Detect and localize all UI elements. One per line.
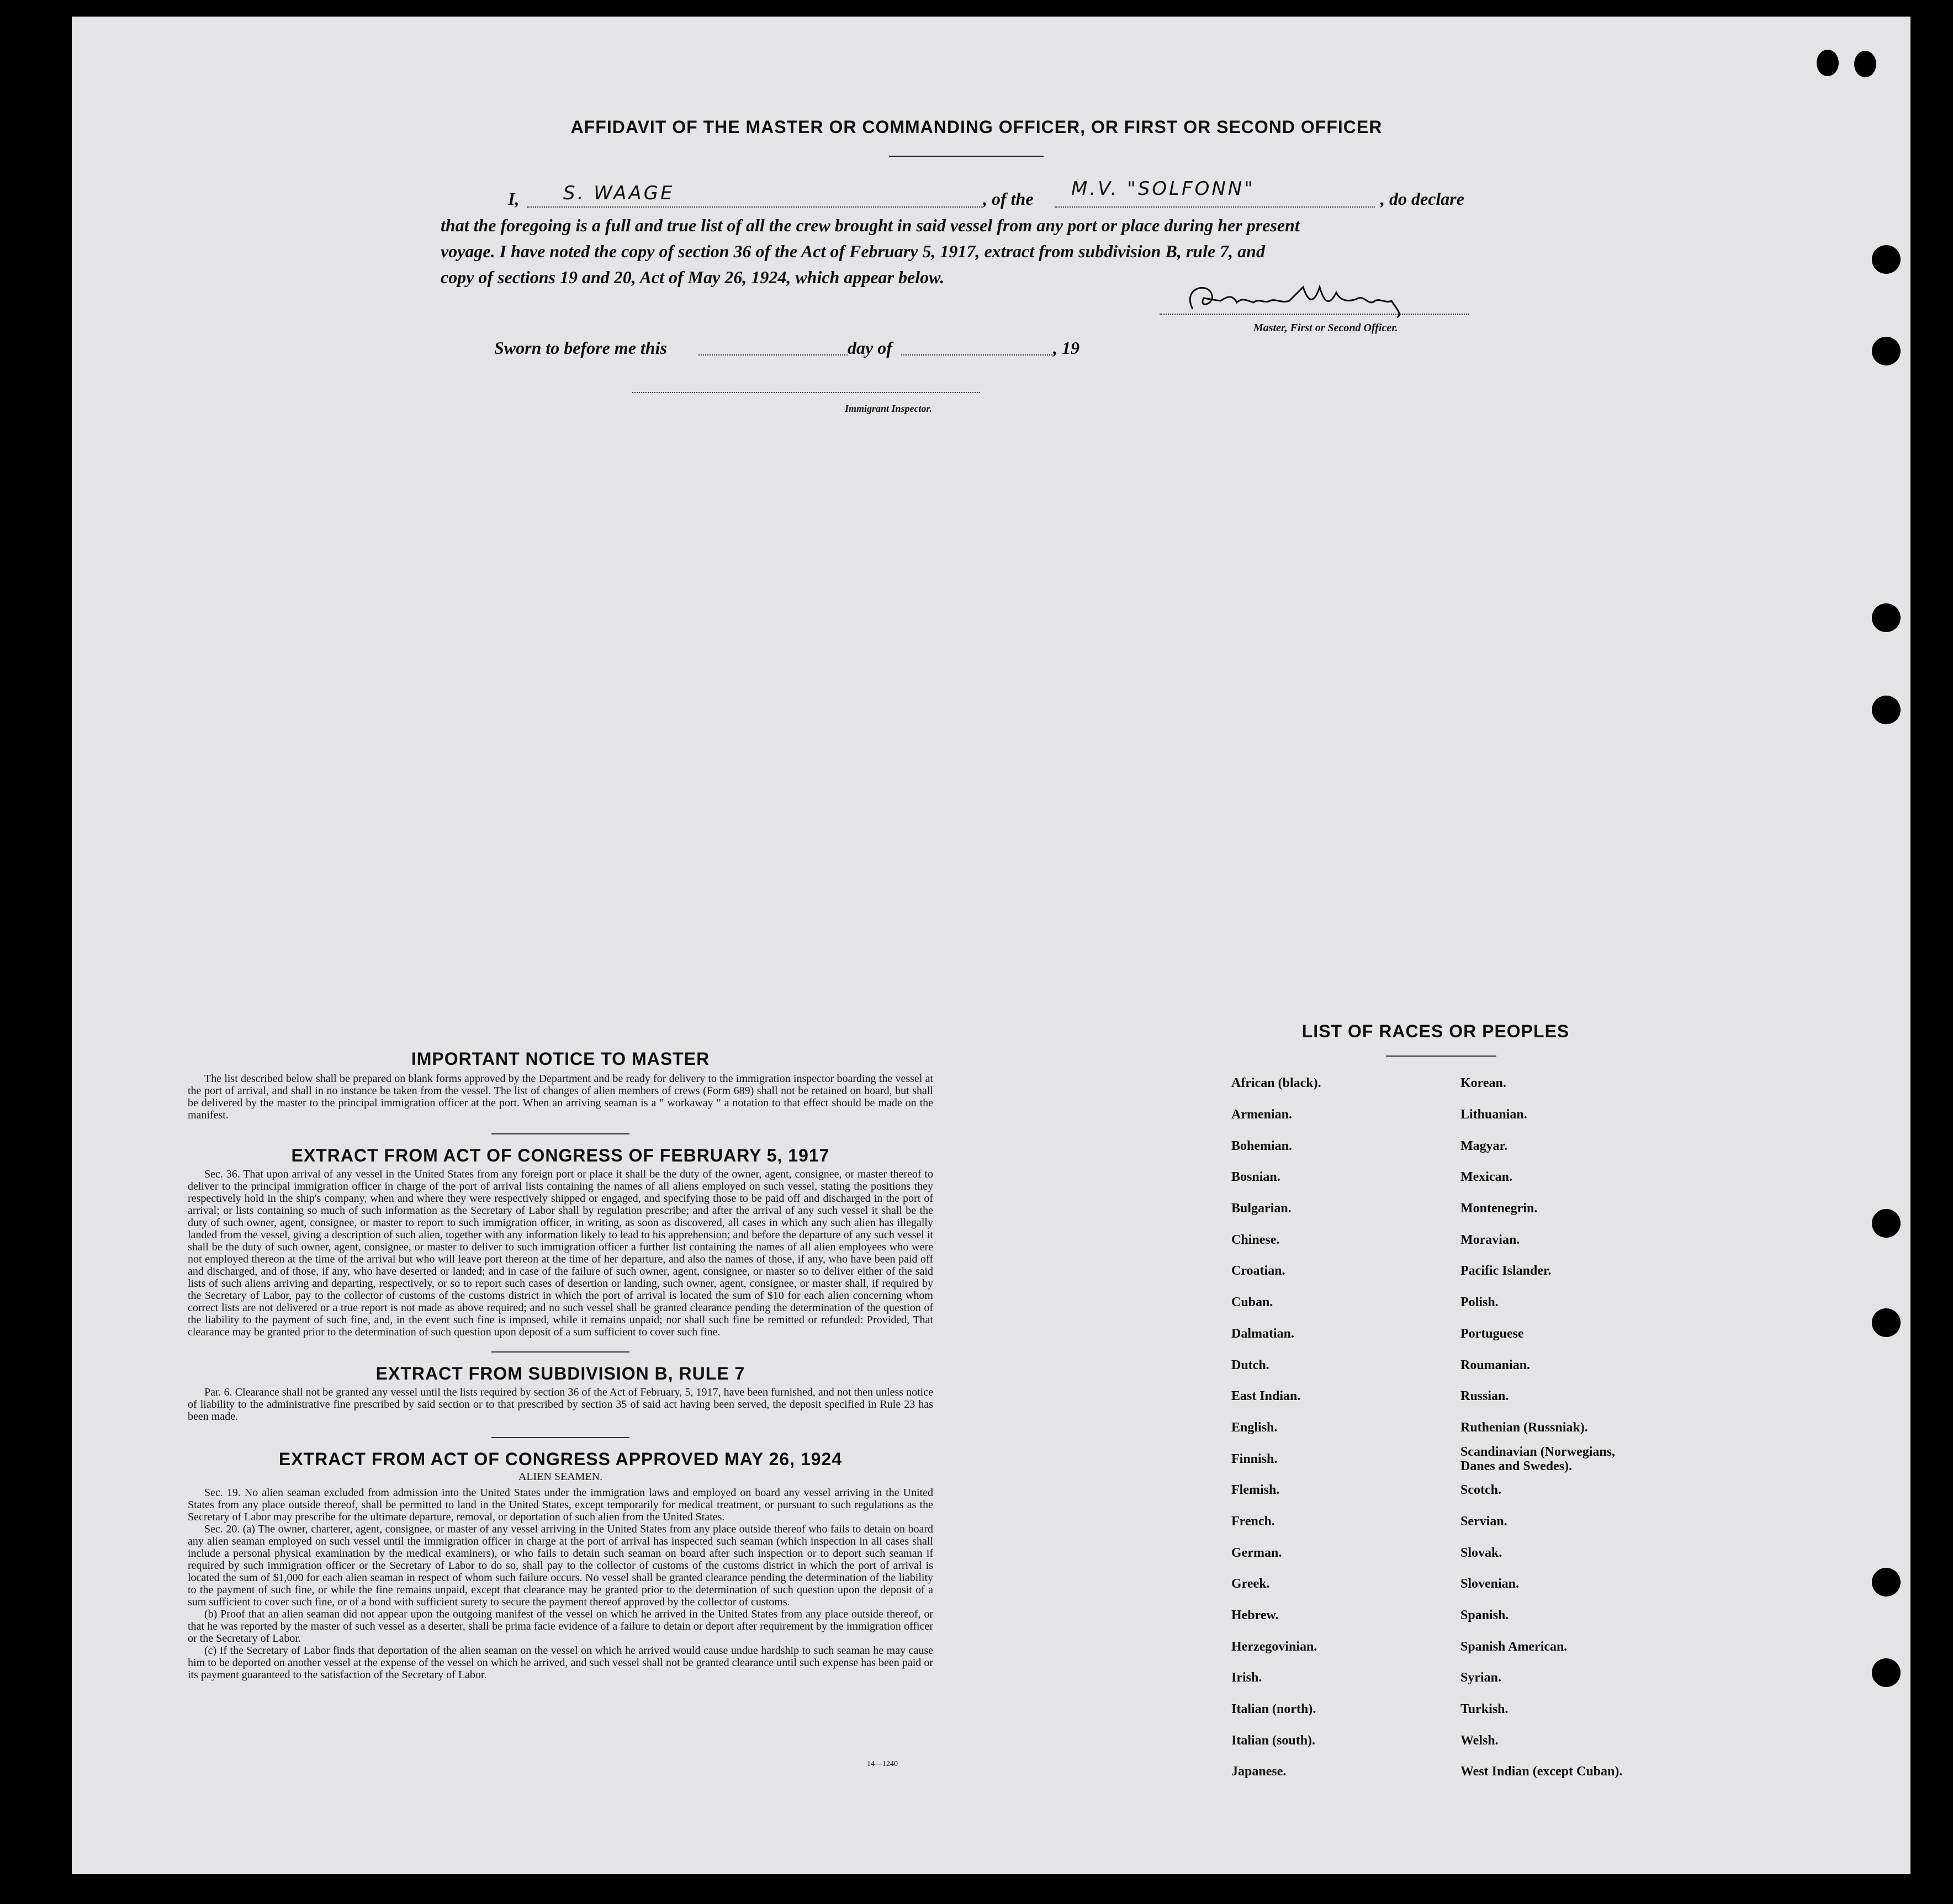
- race-list-item: Syrian.: [1460, 1670, 1502, 1685]
- declaration-text-1: that the foregoing is a full and true list of all the crew brought in said vessel from any port or place during her present: [441, 215, 1300, 235]
- race-list-item: Montenegrin.: [1460, 1201, 1538, 1216]
- race-list-item: Ruthenian (Russniak).: [1460, 1420, 1588, 1435]
- notice-body: The list described below shall be prepared on blank forms approved by the Department and be ready for delivery to the immigration inspector boarding the vessel at the port of arrival, and shall in no instance be taken from the vessel. The list of changes of alien members of crews (Form 689) shall not be retained on board, but shall be delivered by the master to the principal immigration officer at the port. When an arriving seaman is a " workaway " a notation to that effect should be made on the manifest.: [188, 1073, 933, 1121]
- race-list-item: Portuguese: [1460, 1326, 1524, 1341]
- binder-hole: [1872, 1658, 1901, 1687]
- of-the-label: , of the: [983, 189, 1034, 209]
- race-list-item: Bosnian.: [1231, 1170, 1280, 1185]
- race-list-item: Pacific Islander.: [1460, 1264, 1552, 1279]
- race-list-item: Dutch.: [1231, 1357, 1269, 1372]
- declaration-prefix: I,: [508, 189, 520, 209]
- inspector-caption: Immigrant Inspector.: [845, 403, 933, 414]
- race-list-item: Greek.: [1231, 1577, 1270, 1592]
- sworn-day-label: day of: [848, 338, 892, 358]
- master-name-field: [527, 206, 982, 208]
- race-list-item: Polish.: [1460, 1295, 1499, 1310]
- race-list-item: German.: [1231, 1545, 1282, 1560]
- race-list-item: Chinese.: [1231, 1232, 1280, 1247]
- divider: [491, 1437, 629, 1438]
- races-left-column: [1231, 1068, 1452, 1788]
- notice-title: IMPORTANT NOTICE TO MASTER: [411, 1049, 710, 1069]
- declaration-text-2: voyage. I have noted the copy of section 36 of the Act of February 5, 1917, extract from subdivision B, rule 7, and: [441, 241, 1265, 261]
- race-list-item: Japanese.: [1231, 1764, 1287, 1779]
- binder-hole: [1872, 1568, 1901, 1597]
- races-divider: [1386, 1056, 1496, 1057]
- notice-section: [188, 1049, 933, 1681]
- extract-1924-subtitle: ALIEN SEAMEN.: [518, 1471, 603, 1483]
- race-list-item: Flemish.: [1231, 1483, 1280, 1498]
- race-list-item: Magyar.: [1460, 1138, 1508, 1153]
- race-list-item: Bulgarian.: [1231, 1201, 1292, 1216]
- race-list-item: Russian.: [1460, 1389, 1509, 1404]
- race-list-item: Spanish American.: [1460, 1639, 1568, 1654]
- binder-hole: [1872, 337, 1901, 365]
- race-list-item: Italian (north).: [1231, 1702, 1316, 1717]
- divider: [491, 1351, 629, 1353]
- declaration-text-3: copy of sections 19 and 20, Act of May 26, 1924, which appear below.: [441, 267, 945, 287]
- vessel-name-handwritten: M.V. "SOLFONN": [1071, 178, 1255, 200]
- binder-hole: [1872, 1308, 1901, 1337]
- race-list-item: French.: [1231, 1514, 1275, 1529]
- extract-rule7-body: Par. 6. Clearance shall not be granted any vessel until the lists required by section 36 of the Act of February, 5, 1917, have been furnished, and not then unless notice of liability to the administrative fine prescribed by said section or to that prescribed by section 35 of said act having been served, the deposit specified in Rule 23 has been made.: [188, 1386, 933, 1423]
- signature: [1160, 276, 1469, 320]
- race-list-item: West Indian (except Cuban).: [1460, 1764, 1623, 1779]
- signature-line: [1160, 314, 1469, 315]
- race-list-item: Armenian.: [1231, 1107, 1292, 1122]
- race-list-item: African (black).: [1231, 1076, 1321, 1091]
- race-list-item: Herzegovinian.: [1231, 1639, 1317, 1654]
- master-name-handwritten: S. WAAGE: [563, 182, 675, 204]
- binder-hole: [1872, 245, 1901, 274]
- race-list-item: Korean.: [1460, 1076, 1506, 1091]
- sworn-month-field: [901, 354, 1055, 356]
- sworn-line: [494, 336, 1102, 363]
- sworn-year-label: , 19: [1053, 338, 1079, 358]
- inspector-signature-line: [632, 392, 980, 393]
- binder-hole: [1854, 51, 1876, 77]
- race-list-item: Cuban.: [1231, 1295, 1273, 1310]
- race-list-item: Welsh.: [1460, 1733, 1499, 1748]
- divider: [491, 1133, 629, 1134]
- extract-rule7-title: EXTRACT FROM SUBDIVISION B, RULE 7: [375, 1364, 745, 1383]
- race-list-item: Scotch.: [1460, 1483, 1501, 1498]
- extract-1924-title: EXTRACT FROM ACT OF CONGRESS APPROVED MAY 26, 1924: [278, 1449, 843, 1469]
- extract-1917-title: EXTRACT FROM ACT OF CONGRESS OF FEBRUARY 5, 1917: [291, 1145, 830, 1165]
- race-list-item: English.: [1231, 1420, 1278, 1435]
- race-list-item: Dalmatian.: [1231, 1326, 1294, 1341]
- race-list-item: Finnish.: [1231, 1451, 1278, 1466]
- races-right-column: [1460, 1068, 1737, 1788]
- race-list-item: East Indian.: [1231, 1389, 1301, 1404]
- sworn-day-field: [698, 354, 848, 356]
- extract-1924-sec20a: Sec. 20. (a) The owner, charterer, agent, consignee, or master of any vessel arriving in the United States from any place outside thereof who fails to detain on board any alien seaman employed on such vessel until the immigration officer in charge at the port of arrival has inspected such seaman (which inspection in all cases shall include a personal physical examination by the medical examiners), or who fails to detain such seaman on board after such inspection or to deport such seaman if required by such immigration officer or the Secretary of Labor to do so, shall pay to the collector of customs of the customs district in which the port of arrival is located the sum of $1,000 for each alien seaman in respect of whom such failure occurs. No vessel shall be granted clearance pending the determination of the liability to the payment of such fine, or while the fine remains unpaid, except that clearance may be granted prior to the determination of such question upon the deposit of a sum sufficient to cover such fine, or of a bond with sufficient surety to secure the payment thereof approved by the collector of customs.: [188, 1523, 933, 1608]
- extract-1924-sec19: Sec. 19. No alien seaman excluded from admission into the United States under the immigration laws and employed on board any vessel arriving in the United States from any place outside thereof, shall be permitted to land in the United States, except temporarily for medical treatment, or pursuant to such regulations as the Secretary of Labor may prescribe for the ultimate departure, removal, or deportation of such alien from the United States.: [188, 1487, 933, 1523]
- race-list-item: Croatian.: [1231, 1264, 1285, 1279]
- race-list-item: Servian.: [1460, 1514, 1507, 1529]
- signature-caption: Master, First or Second Officer.: [1253, 322, 1398, 334]
- race-list-item: Scandinavian (Norwegians, Danes and Swedes).: [1460, 1444, 1616, 1473]
- race-list-item: Slovenian.: [1460, 1577, 1520, 1592]
- races-title: LIST OF RACES OR PEOPLES: [1301, 1021, 1570, 1041]
- race-list-item: Roumanian.: [1460, 1357, 1531, 1372]
- extract-1924-sec20b: (b) Proof that an alien seaman did not appear upon the outgoing manifest of the vessel on which he arrived in the United States from any place outside thereof, or that he was reported by the master of such vessel as a deserter, shall be prima facie evidence of a failure to detain or deport after requirement by the immigration officer or the Secretary of Labor.: [188, 1608, 933, 1645]
- race-list-item: Irish.: [1231, 1670, 1262, 1685]
- extract-1924-sec20c: (c) If the Secretary of Labor finds that deportation of the alien seaman on the vessel on which he arrived would cause undue hardship to such seaman he may cause him to be deported on another vessel at the expense of the vessel on which he arrived, and such vessel shall not be granted clearance until such expense has been paid or its payment guaranteed to the satisfaction of the Secretary of Labor.: [188, 1645, 933, 1681]
- race-list-item: Mexican.: [1460, 1170, 1512, 1185]
- race-list-item: Spanish.: [1460, 1608, 1509, 1623]
- affidavit-title: AFFIDAVIT OF THE MASTER OR COMMANDING OFFICER, OR FIRST OR SECOND OFFICER: [570, 117, 1383, 137]
- binder-hole: [1817, 50, 1839, 76]
- vessel-field: [1055, 206, 1375, 208]
- extract-1917-body: Sec. 36. That upon arrival of any vessel in the United States from any foreign port or place it shall be the duty of the owner, agent, consignee, or master thereof to deliver to the principal immigration officer in charge of the port of arrival lists containing the names of all aliens employed on such vessel, stating the positions they respectively hold in the ship's company, when and where they were respectively shipped or engaged, and specifying those to be paid off and discharged in the port of arrival; or lists containing so much of such information as the Secretary of Labor shall by regulation prescribe; and after the arrival of any such vessel it shall be the duty of such owner, agent, consignee, or master to report to such immigration officer, in writing, as soon as discovered, all cases in which any such alien has illegally landed from the vessel, giving a description of such alien, together with any information likely to lead to his apprehension; and before the departure of any such vessel it shall be the duty of such owner, agent, consignee, or master to deliver to such immigration officer a further list containing the names of all alien employees who were not employed thereon at the time of the arrival but who will leave port thereon at the time of her departure, and also the names of those, if any, who have been paid off and discharged, and of those, if any, who have deserted or landed; and in case of the failure of such owner, agent, consignee, or master so to deliver either of the said lists of such aliens arriving and departing, respectively, or so to report such cases of desertion or landing, such owner, agent, consignee, or master shall, if required by the Secretary of Labor, pay to the collector of customs of the customs district in which the port of arrival is located the sum of $10 for each alien concerning whom correct lists are not delivered or a true report is not made as above required; and no such vessel shall be granted clearance pending the determination of the question of the liability to the payment of such fine, and, in the event such fine is imposed, while it remains unpaid; nor shall such fine be remitted or refunded: Provided, That clearance may be granted prior to the determination of such question upon deposit of a sum sufficient to cover such fine.: [188, 1168, 933, 1338]
- binder-hole: [1872, 1209, 1901, 1238]
- binder-hole: [1872, 696, 1901, 724]
- race-list-item: Moravian.: [1460, 1232, 1520, 1247]
- race-list-item: Slovak.: [1460, 1545, 1502, 1560]
- form-number: 14—1240: [867, 1760, 898, 1768]
- do-declare-label: , do declare: [1380, 189, 1464, 209]
- declaration-line: [508, 178, 1480, 215]
- sworn-prefix: Sworn to before me this: [494, 338, 667, 358]
- race-list-item: Turkish.: [1460, 1702, 1509, 1717]
- binder-hole: [1872, 603, 1901, 632]
- race-list-item: Hebrew.: [1231, 1608, 1279, 1623]
- race-list-item: Italian (south).: [1231, 1733, 1316, 1748]
- race-list-item: Bohemian.: [1231, 1138, 1293, 1153]
- title-divider: [889, 156, 1044, 157]
- race-list-item: Lithuanian.: [1460, 1107, 1527, 1122]
